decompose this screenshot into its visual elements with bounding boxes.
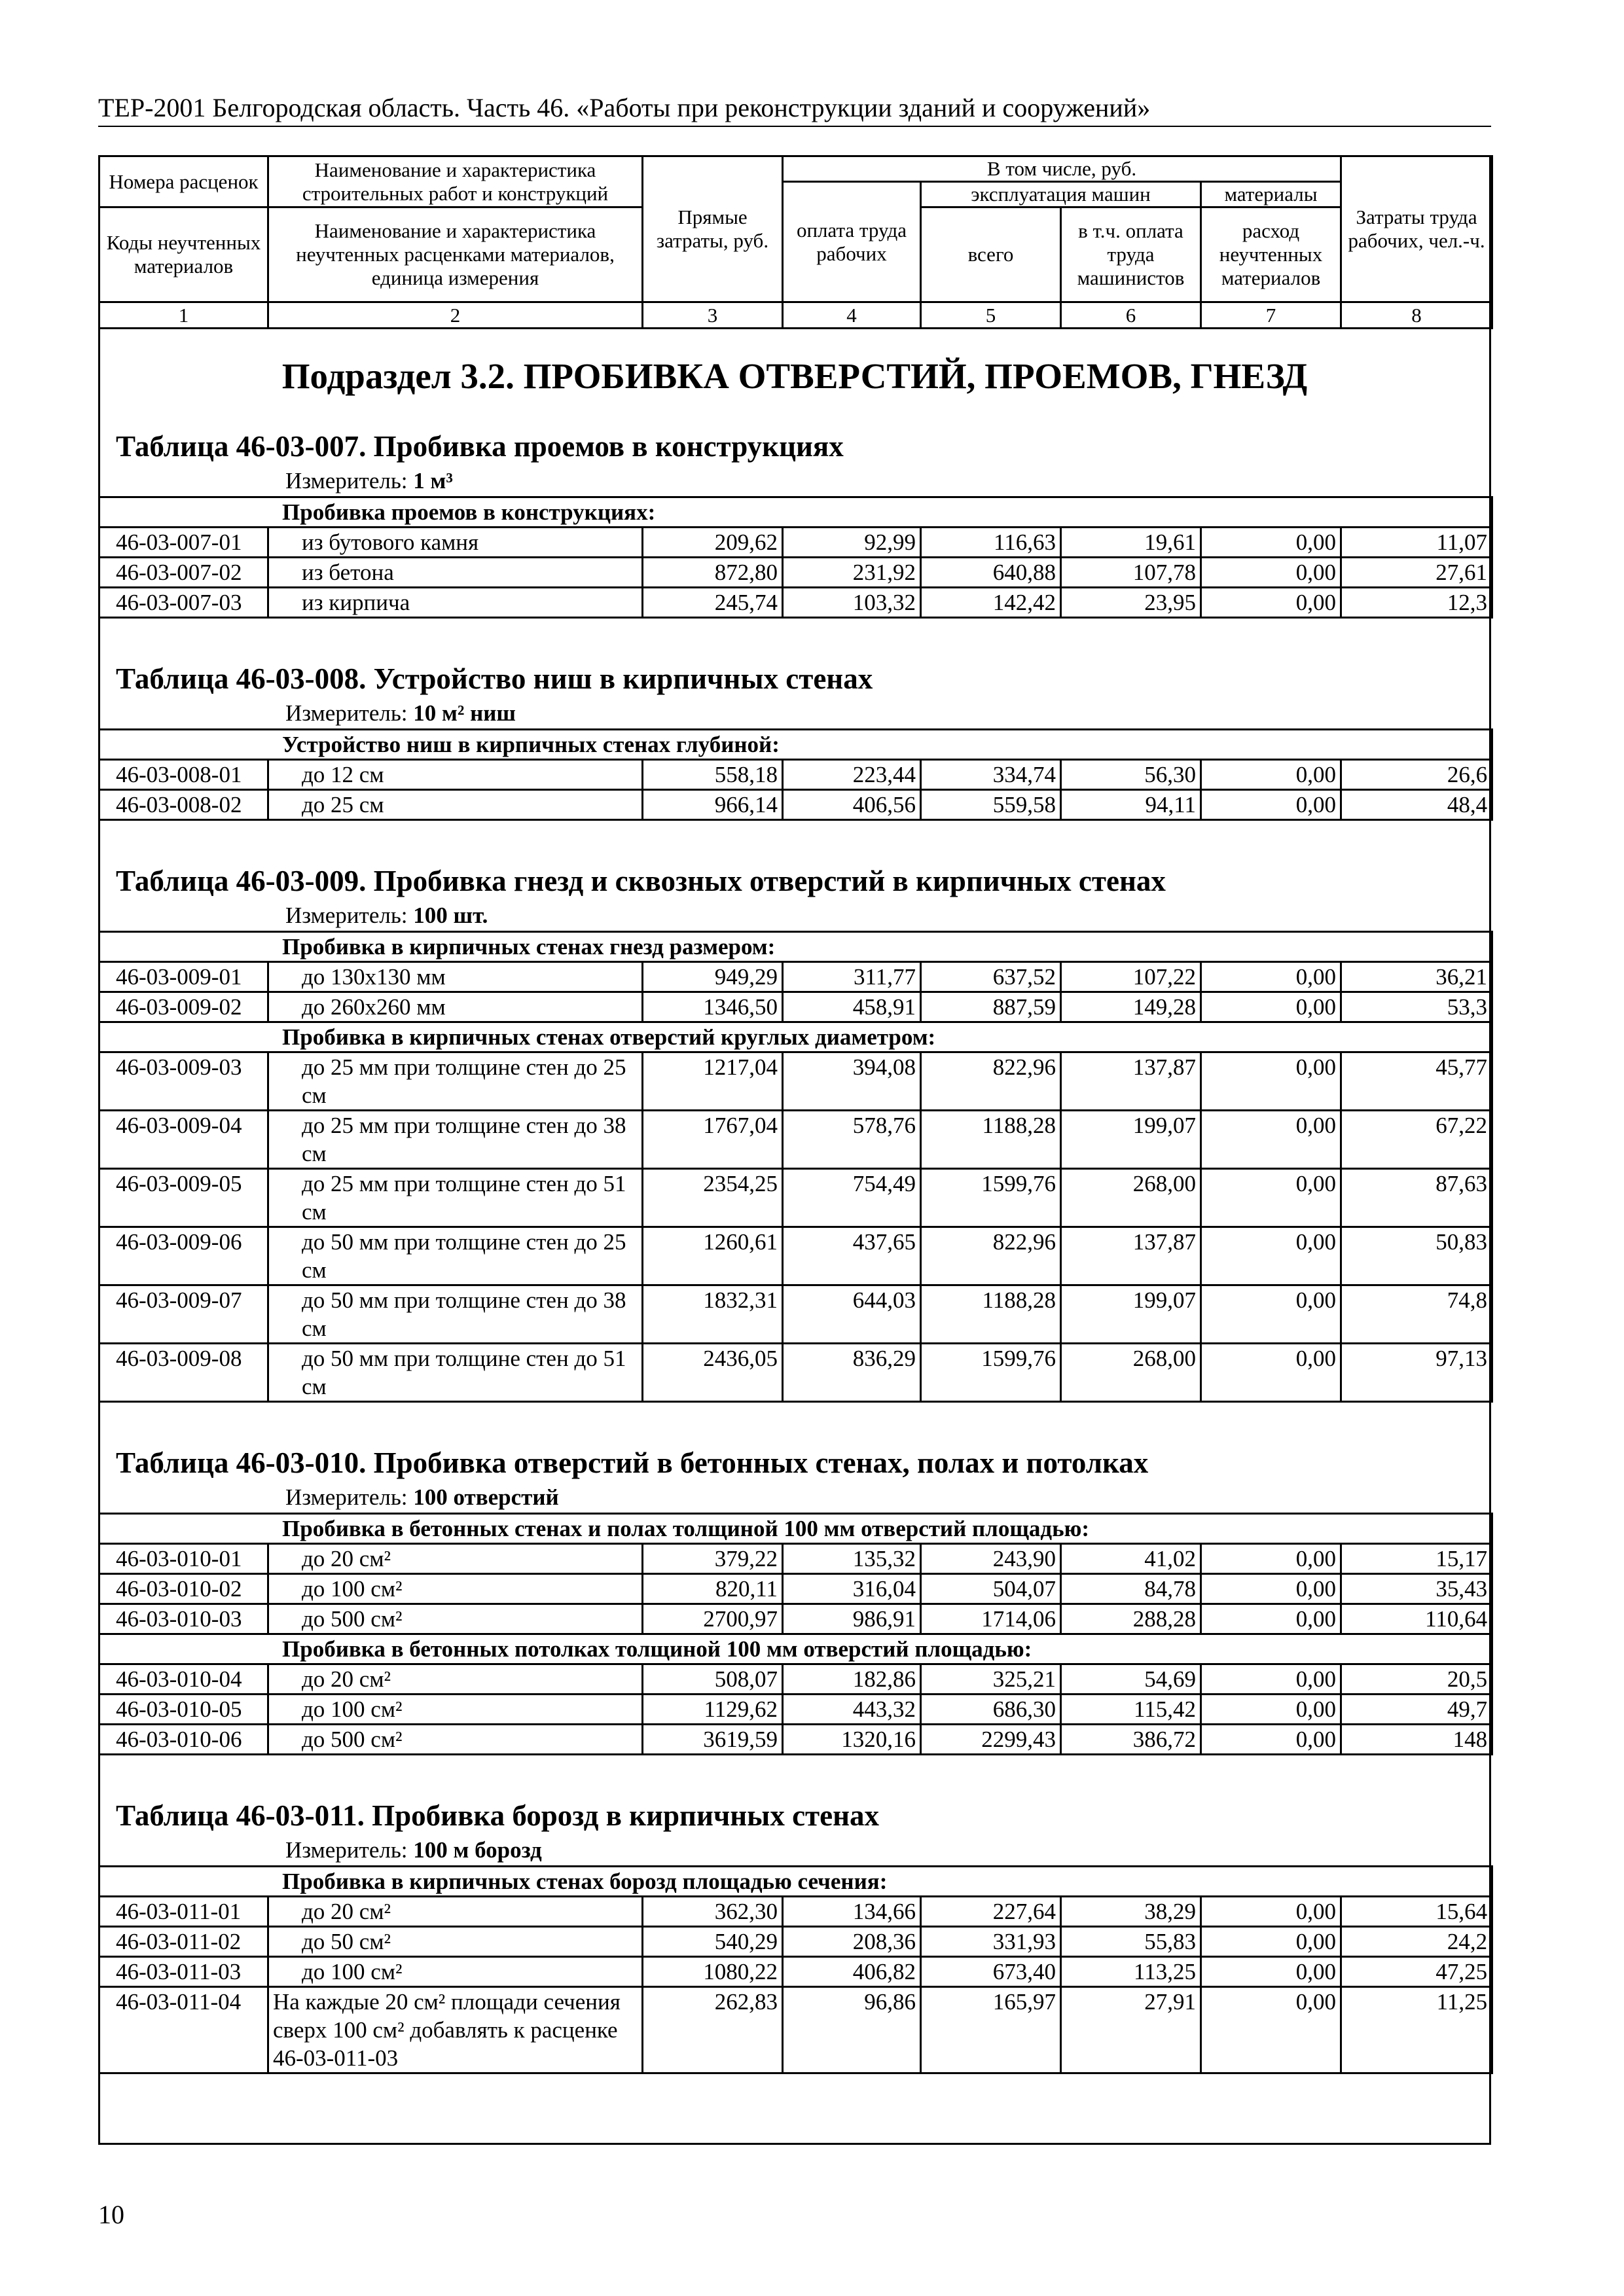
rate-table: [98, 931, 1493, 1403]
materials-value: 0,00: [1201, 1169, 1341, 1227]
machines-total-value: 887,59: [921, 992, 1061, 1022]
labor-costs-value: 20,5: [1341, 1664, 1492, 1695]
machinist-pay-value: 23,95: [1061, 588, 1201, 618]
measure-label: Измеритель:: [285, 700, 408, 726]
table-title: Таблица 46-03-009. Пробивка гнезд и сквозных отверстий в кирпичных стенах: [116, 865, 1166, 897]
worker-pay-value: 208,36: [783, 1927, 921, 1957]
materials-value: 0,00: [1201, 528, 1341, 558]
column-numbers-row: [99, 302, 1492, 329]
worker-pay-value: 443,32: [783, 1695, 921, 1725]
rate-code: 46-03-009-05: [99, 1169, 268, 1227]
group-heading: Устройство ниш в кирпичных стенах глубиной:: [99, 730, 1492, 760]
measure-unit: 1 м³: [413, 468, 453, 493]
group-heading-row: [99, 1022, 1492, 1052]
machines-total-value: 2299,43: [921, 1725, 1061, 1755]
column-number: 2: [268, 302, 643, 329]
worker-pay-value: 406,82: [783, 1957, 921, 1987]
rate-code: 46-03-009-06: [99, 1227, 268, 1285]
rate-code: 46-03-011-01: [99, 1897, 268, 1927]
machines-total-value: 822,96: [921, 1052, 1061, 1111]
table-row: [99, 790, 1492, 820]
header-unaccounted-materials: расход неучтенных материалов: [1201, 207, 1341, 302]
column-number: 3: [643, 302, 783, 329]
materials-value: 0,00: [1201, 1725, 1341, 1755]
table-row: [99, 1987, 1492, 2073]
machinist-pay-value: 137,87: [1061, 1227, 1201, 1285]
machinist-pay-value: 19,61: [1061, 528, 1201, 558]
machinist-pay-value: 199,07: [1061, 1285, 1201, 1344]
rate-table: [98, 1513, 1493, 1755]
machinist-pay-value: 288,28: [1061, 1604, 1201, 1634]
spacer: [100, 821, 1489, 861]
machines-total-value: 334,74: [921, 760, 1061, 790]
worker-pay-value: 458,91: [783, 992, 921, 1022]
materials-value: 0,00: [1201, 1664, 1341, 1695]
group-heading-row: [99, 1514, 1492, 1544]
spacer: [100, 619, 1489, 659]
work-name: до 50 см²: [268, 1927, 643, 1957]
rate-table-block: [100, 427, 1489, 619]
machinist-pay-value: 55,83: [1061, 1927, 1201, 1957]
column-header: [98, 155, 1493, 329]
worker-pay-value: 92,99: [783, 528, 921, 558]
direct-costs-value: 1129,62: [643, 1695, 783, 1725]
worker-pay-value: 644,03: [783, 1285, 921, 1344]
machinist-pay-value: 268,00: [1061, 1169, 1201, 1227]
rate-code: 46-03-011-03: [99, 1957, 268, 1987]
group-heading: Пробивка в бетонных стенах и полах толщиной 100 мм отверстий площадью:: [99, 1514, 1492, 1544]
work-name: до 260х260 мм: [268, 992, 643, 1022]
worker-pay-value: 134,66: [783, 1897, 921, 1927]
table-row: [99, 1052, 1492, 1111]
column-number: 6: [1061, 302, 1201, 329]
materials-value: 0,00: [1201, 1052, 1341, 1111]
work-name: до 50 мм при толщине стен до 51 см: [268, 1344, 643, 1402]
machines-total-value: 116,63: [921, 528, 1061, 558]
rate-code: 46-03-008-02: [99, 790, 268, 820]
table-row: [99, 1344, 1492, 1402]
labor-costs-value: 26,6: [1341, 760, 1492, 790]
labor-costs-value: 15,17: [1341, 1544, 1492, 1574]
spacer: [100, 1755, 1489, 1796]
measure-line: [285, 901, 1489, 931]
measure-label: Измеритель:: [285, 903, 408, 928]
group-heading-row: [99, 1634, 1492, 1664]
machines-total-value: 637,52: [921, 962, 1061, 992]
measure-unit: 10 м² ниш: [413, 700, 516, 726]
table-row: [99, 1111, 1492, 1169]
labor-costs-value: 15,64: [1341, 1897, 1492, 1927]
materials-value: 0,00: [1201, 588, 1341, 618]
header-worker-pay: оплата труда рабочих: [783, 182, 921, 302]
materials-value: 0,00: [1201, 1344, 1341, 1402]
group-heading-row: [99, 1867, 1492, 1897]
measure-unit: 100 шт.: [413, 903, 488, 928]
direct-costs-value: 949,29: [643, 962, 783, 992]
worker-pay-value: 1320,16: [783, 1725, 921, 1755]
group-heading-row: [99, 932, 1492, 962]
labor-costs-value: 110,64: [1341, 1604, 1492, 1634]
rate-code: 46-03-010-03: [99, 1604, 268, 1634]
materials-value: 0,00: [1201, 1897, 1341, 1927]
rate-code: 46-03-007-03: [99, 588, 268, 618]
machines-total-value: 142,42: [921, 588, 1061, 618]
machines-total-value: 640,88: [921, 558, 1061, 588]
measure-label: Измеритель:: [285, 1837, 408, 1863]
materials-value: 0,00: [1201, 1604, 1341, 1634]
worker-pay-value: 231,92: [783, 558, 921, 588]
machinist-pay-value: 115,42: [1061, 1695, 1201, 1725]
header-materials: материалы: [1201, 182, 1341, 207]
table-row: [99, 1544, 1492, 1574]
direct-costs-value: 362,30: [643, 1897, 783, 1927]
rate-table-block: [100, 1403, 1489, 1755]
work-name: до 25 см: [268, 790, 643, 820]
group-heading: Пробивка в кирпичных стенах отверстий круглых диаметром:: [99, 1022, 1492, 1052]
rate-code: 46-03-007-01: [99, 528, 268, 558]
rate-code: 46-03-009-04: [99, 1111, 268, 1169]
materials-value: 0,00: [1201, 1544, 1341, 1574]
table-row: [99, 962, 1492, 992]
header-material-names: Наименование и характеристика неучтенных расценками материалов, единица измерения: [268, 207, 643, 302]
measure-unit: 100 отверстий: [413, 1484, 559, 1510]
machinist-pay-value: 149,28: [1061, 992, 1201, 1022]
materials-value: 0,00: [1201, 790, 1341, 820]
labor-costs-value: 53,3: [1341, 992, 1492, 1022]
work-name: из бетона: [268, 558, 643, 588]
work-name: до 100 см²: [268, 1574, 643, 1604]
machinist-pay-value: 54,69: [1061, 1664, 1201, 1695]
rate-table-block: [100, 619, 1489, 821]
measure-line: [285, 1835, 1489, 1865]
direct-costs-value: 508,07: [643, 1664, 783, 1695]
labor-costs-value: 48,4: [1341, 790, 1492, 820]
work-name: до 130х130 мм: [268, 962, 643, 992]
table-title: Таблица 46-03-010. Пробивка отверстий в бетонных стенах, полах и потолках: [116, 1446, 1149, 1479]
direct-costs-value: 820,11: [643, 1574, 783, 1604]
group-heading: Пробивка в бетонных потолках толщиной 100 мм отверстий площадью:: [99, 1634, 1492, 1664]
measure-unit: 100 м борозд: [413, 1837, 542, 1863]
materials-value: 0,00: [1201, 1927, 1341, 1957]
table-row: [99, 1725, 1492, 1755]
machinist-pay-value: 41,02: [1061, 1544, 1201, 1574]
rate-code: 46-03-009-08: [99, 1344, 268, 1402]
materials-value: 0,00: [1201, 760, 1341, 790]
table-title: Таблица 46-03-007. Пробивка проемов в конструкциях: [116, 430, 844, 463]
work-name: до 100 см²: [268, 1957, 643, 1987]
rate-code: 46-03-011-02: [99, 1927, 268, 1957]
direct-costs-value: 1767,04: [643, 1111, 783, 1169]
table-row: [99, 760, 1492, 790]
measure-line: [285, 1482, 1489, 1513]
direct-costs-value: 1080,22: [643, 1957, 783, 1987]
machines-total-value: 673,40: [921, 1957, 1061, 1987]
labor-costs-value: 11,07: [1341, 528, 1492, 558]
labor-costs-value: 35,43: [1341, 1574, 1492, 1604]
group-heading: Пробивка проемов в конструкциях:: [99, 497, 1492, 528]
column-number: 7: [1201, 302, 1341, 329]
rate-code: 46-03-011-04: [99, 1987, 268, 2073]
materials-value: 0,00: [1201, 1111, 1341, 1169]
materials-value: 0,00: [1201, 1957, 1341, 1987]
work-name: до 50 мм при толщине стен до 38 см: [268, 1285, 643, 1344]
direct-costs-value: 1832,31: [643, 1285, 783, 1344]
document-body: [100, 347, 1489, 2074]
labor-costs-value: 12,3: [1341, 588, 1492, 618]
measure-label: Измеритель:: [285, 1484, 408, 1510]
worker-pay-value: 836,29: [783, 1344, 921, 1402]
machinist-pay-value: 386,72: [1061, 1725, 1201, 1755]
labor-costs-value: 27,61: [1341, 558, 1492, 588]
materials-value: 0,00: [1201, 992, 1341, 1022]
rate-code: 46-03-007-02: [99, 558, 268, 588]
direct-costs-value: 2436,05: [643, 1344, 783, 1402]
work-name: до 25 мм при толщине стен до 25 см: [268, 1052, 643, 1111]
direct-costs-value: 2700,97: [643, 1604, 783, 1634]
machines-total-value: 325,21: [921, 1664, 1061, 1695]
machines-total-value: 1188,28: [921, 1111, 1061, 1169]
header-material-codes: Коды неучтенных материалов: [99, 207, 268, 302]
table-row: [99, 1169, 1492, 1227]
measure-label: Измеритель:: [285, 468, 408, 493]
materials-value: 0,00: [1201, 558, 1341, 588]
work-name: из кирпича: [268, 588, 643, 618]
machinist-pay-value: 27,91: [1061, 1987, 1201, 2073]
labor-costs-value: 11,25: [1341, 1987, 1492, 2073]
page-number: 10: [98, 2200, 124, 2229]
materials-value: 0,00: [1201, 1227, 1341, 1285]
work-name: до 20 см²: [268, 1544, 643, 1574]
machinist-pay-value: 268,00: [1061, 1344, 1201, 1402]
direct-costs-value: 1260,61: [643, 1227, 783, 1285]
direct-costs-value: 379,22: [643, 1544, 783, 1574]
worker-pay-value: 316,04: [783, 1574, 921, 1604]
table-row: [99, 588, 1492, 618]
direct-costs-value: 966,14: [643, 790, 783, 820]
labor-costs-value: 47,25: [1341, 1957, 1492, 1987]
work-name: до 12 см: [268, 760, 643, 790]
spacer: [100, 1403, 1489, 1443]
direct-costs-value: 1346,50: [643, 992, 783, 1022]
rate-tables: [100, 427, 1489, 2074]
header-in-total: В том числе, руб.: [783, 156, 1341, 182]
table-row: [99, 1897, 1492, 1927]
machines-total-value: 1188,28: [921, 1285, 1061, 1344]
machines-total-value: 504,07: [921, 1574, 1061, 1604]
machines-total-value: 686,30: [921, 1695, 1061, 1725]
rate-code: 46-03-008-01: [99, 760, 268, 790]
labor-costs-value: 49,7: [1341, 1695, 1492, 1725]
rate-table: [98, 728, 1493, 821]
labor-costs-value: 36,21: [1341, 962, 1492, 992]
work-name: до 100 см²: [268, 1695, 643, 1725]
worker-pay-value: 406,56: [783, 790, 921, 820]
machines-total-value: 559,58: [921, 790, 1061, 820]
direct-costs-value: 209,62: [643, 528, 783, 558]
document-sheet: [98, 155, 1491, 2145]
measure-line: [285, 466, 1489, 496]
header-rate-number: Номера расценок: [99, 156, 268, 207]
column-number: 5: [921, 302, 1061, 329]
machines-total-value: 822,96: [921, 1227, 1061, 1285]
table-row: [99, 1285, 1492, 1344]
direct-costs-value: 558,18: [643, 760, 783, 790]
work-name: из бутового камня: [268, 528, 643, 558]
rate-code: 46-03-009-07: [99, 1285, 268, 1344]
header-machinist-pay: в т.ч. оплата труда машинистов: [1061, 207, 1201, 302]
running-head: ТЕР-2001 Белгородская область. Часть 46. «Работы при реконструкции зданий и сооружений»: [98, 92, 1491, 127]
measure-line: [285, 698, 1489, 728]
machines-total-value: 165,97: [921, 1987, 1061, 2073]
header-labor-costs: Затраты труда рабочих, чел.-ч.: [1341, 156, 1492, 302]
labor-costs-value: 148: [1341, 1725, 1492, 1755]
labor-costs-value: 87,63: [1341, 1169, 1492, 1227]
table-row: [99, 992, 1492, 1022]
table-title: Таблица 46-03-008. Устройство ниш в кирпичных стенах: [116, 662, 873, 695]
column-number: 1: [99, 302, 268, 329]
machines-total-value: 1714,06: [921, 1604, 1061, 1634]
worker-pay-value: 754,49: [783, 1169, 921, 1227]
table-row: [99, 1664, 1492, 1695]
machinist-pay-value: 56,30: [1061, 760, 1201, 790]
rate-code: 46-03-010-04: [99, 1664, 268, 1695]
table-row: [99, 1604, 1492, 1634]
work-name: до 500 см²: [268, 1604, 643, 1634]
header-machines-total: всего: [921, 207, 1061, 302]
labor-costs-value: 67,22: [1341, 1111, 1492, 1169]
rate-code: 46-03-010-01: [99, 1544, 268, 1574]
subsection-title: Подраздел 3.2. ПРОБИВКА ОТВЕРСТИЙ, ПРОЕМОВ, ГНЕЗД: [281, 356, 1308, 396]
materials-value: 0,00: [1201, 1574, 1341, 1604]
work-name: до 50 мм при толщине стен до 25 см: [268, 1227, 643, 1285]
machinist-pay-value: 113,25: [1061, 1957, 1201, 1987]
work-name: до 500 см²: [268, 1725, 643, 1755]
rate-table: [98, 496, 1493, 619]
labor-costs-value: 97,13: [1341, 1344, 1492, 1402]
group-heading-row: [99, 730, 1492, 760]
machinist-pay-value: 199,07: [1061, 1111, 1201, 1169]
table-row: [99, 1227, 1492, 1285]
group-heading-row: [99, 497, 1492, 528]
labor-costs-value: 45,77: [1341, 1052, 1492, 1111]
table-row: [99, 1574, 1492, 1604]
work-name: На каждые 20 см² площади сечения сверх 100 см² добавлять к расценке 46-03-011-03: [268, 1987, 643, 2073]
materials-value: 0,00: [1201, 962, 1341, 992]
machinist-pay-value: 107,22: [1061, 962, 1201, 992]
machines-total-value: 1599,76: [921, 1344, 1061, 1402]
worker-pay-value: 223,44: [783, 760, 921, 790]
table-title: Таблица 46-03-011. Пробивка борозд в кирпичных стенах: [116, 1799, 880, 1832]
header-direct-costs: Прямые затраты, руб.: [643, 156, 783, 302]
rate-code: 46-03-010-05: [99, 1695, 268, 1725]
worker-pay-value: 135,32: [783, 1544, 921, 1574]
worker-pay-value: 182,86: [783, 1664, 921, 1695]
materials-value: 0,00: [1201, 1285, 1341, 1344]
direct-costs-value: 2354,25: [643, 1169, 783, 1227]
header-machines: эксплуатация машин: [921, 182, 1201, 207]
rate-table-block: [100, 1755, 1489, 2074]
worker-pay-value: 394,08: [783, 1052, 921, 1111]
machinist-pay-value: 38,29: [1061, 1897, 1201, 1927]
machinist-pay-value: 84,78: [1061, 1574, 1201, 1604]
table-row: [99, 558, 1492, 588]
rate-code: 46-03-009-03: [99, 1052, 268, 1111]
work-name: до 20 см²: [268, 1897, 643, 1927]
worker-pay-value: 437,65: [783, 1227, 921, 1285]
table-row: [99, 1957, 1492, 1987]
machinist-pay-value: 107,78: [1061, 558, 1201, 588]
machines-total-value: 331,93: [921, 1927, 1061, 1957]
machines-total-value: 227,64: [921, 1897, 1061, 1927]
machinist-pay-value: 94,11: [1061, 790, 1201, 820]
labor-costs-value: 74,8: [1341, 1285, 1492, 1344]
materials-value: 0,00: [1201, 1695, 1341, 1725]
direct-costs-value: 245,74: [643, 588, 783, 618]
table-row: [99, 1695, 1492, 1725]
rate-code: 46-03-010-02: [99, 1574, 268, 1604]
worker-pay-value: 96,86: [783, 1987, 921, 2073]
machinist-pay-value: 137,87: [1061, 1052, 1201, 1111]
column-number: 8: [1341, 302, 1492, 329]
work-name: до 25 мм при толщине стен до 38 см: [268, 1111, 643, 1169]
direct-costs-value: 872,80: [643, 558, 783, 588]
work-name: до 20 см²: [268, 1664, 643, 1695]
worker-pay-value: 578,76: [783, 1111, 921, 1169]
worker-pay-value: 103,32: [783, 588, 921, 618]
machines-total-value: 243,90: [921, 1544, 1061, 1574]
machines-total-value: 1599,76: [921, 1169, 1061, 1227]
work-name: до 25 мм при толщине стен до 51 см: [268, 1169, 643, 1227]
direct-costs-value: 540,29: [643, 1927, 783, 1957]
table-row: [99, 528, 1492, 558]
direct-costs-value: 1217,04: [643, 1052, 783, 1111]
rate-table: [98, 1865, 1493, 2074]
table-row: [99, 1927, 1492, 1957]
labor-costs-value: 50,83: [1341, 1227, 1492, 1285]
labor-costs-value: 24,2: [1341, 1927, 1492, 1957]
materials-value: 0,00: [1201, 1987, 1341, 2073]
rate-code: 46-03-009-02: [99, 992, 268, 1022]
worker-pay-value: 986,91: [783, 1604, 921, 1634]
direct-costs-value: 262,83: [643, 1987, 783, 2073]
column-number: 4: [783, 302, 921, 329]
group-heading: Пробивка в кирпичных стенах гнезд размером:: [99, 932, 1492, 962]
header-work-name: Наименование и характеристика строительных работ и конструкций: [268, 156, 643, 207]
rate-code: 46-03-009-01: [99, 962, 268, 992]
rate-table-block: [100, 821, 1489, 1403]
rate-code: 46-03-010-06: [99, 1725, 268, 1755]
direct-costs-value: 3619,59: [643, 1725, 783, 1755]
group-heading: Пробивка в кирпичных стенах борозд площадью сечения:: [99, 1867, 1492, 1897]
worker-pay-value: 311,77: [783, 962, 921, 992]
